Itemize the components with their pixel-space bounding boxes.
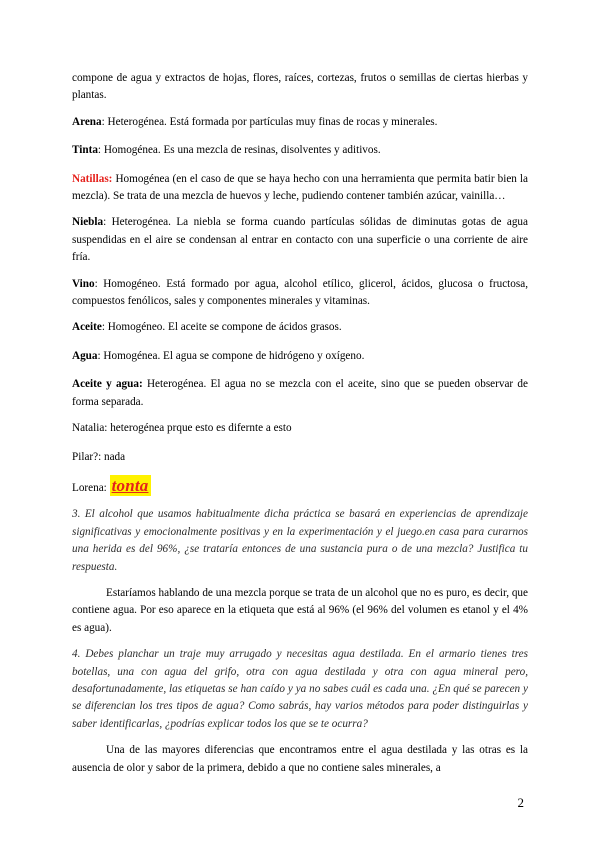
agua-text: : Homogénea. El agua se compone de hidrógeno y oxígeno. xyxy=(97,349,365,362)
vino-text: : Homogéneo. Está formado por agua, alcohol etílico, glicerol, ácidos, glucosa o fructosa, compuestos fenólicos, sales y componentes minerales y vitaminas. xyxy=(72,277,528,308)
answer-3: Estaríamos hablando de una mezcla porque se trata de un alcohol que no es puro, es decir, que contiene agua. Por eso aparece en la etiqueta que está al 96% (el 96% del volumen es etanol y el 4% es agua). xyxy=(72,586,528,634)
intro-paragraph: compone de agua y extractos de hojas, flores, raíces, cortezas, frutos o semillas de ciertas hierbas y plantas. xyxy=(72,72,528,102)
arena-paragraph xyxy=(72,114,528,131)
niebla-text: : Heterogénea. La niebla se forma cuando partículas sólidas de diminutas gotas de agua suspendidas en el aire se condensan al entrar en contacto con una superficie o una corriente de aire fría. xyxy=(72,216,528,264)
lorena-label: Lorena: xyxy=(72,481,110,494)
tinta-text: : Homogénea. Es una mezcla de resinas, disolventes y aditivos. xyxy=(97,144,381,157)
question-4: 4. Debes planchar un traje muy arrugado y necesitas agua destilada. En el armario tienes tres botellas, una con agua del grifo, otra con agua destilada y otra con agua mineral pero, desafortunadamente, las etiquetas se han caído y ya no sabes cuál es cada una. ¿En qué se parecen y se diferencian los tres tipos de agua? Como sabrás, hay varios métodos para poder distinguirlas y saber identificarlas, ¿podrías explicar todos los que se te ocurra? xyxy=(72,648,528,730)
aceite-agua-paragraph xyxy=(72,376,528,411)
question-3: 3. El alcohol que usamos habitualmente dicha práctica se basará en experiencias de aprendizaje significativas y emocionalmente positivas y en la experimentación y el juego.en casa para curarnos una herida es del 96%, ¿se trataría entonces de una sustancia pura o de una mezcla? Justifica tu respuesta. xyxy=(72,508,528,573)
page-number: 2 xyxy=(517,795,524,810)
tinta-term: Tinta xyxy=(72,144,98,157)
document-page xyxy=(72,70,528,786)
arena-text: : Heterogénea. Está formada por partículas muy finas de rocas y minerales. xyxy=(101,115,438,128)
aceite-agua-text: Heterogénea. El agua no se mezcla con el aceite, sino que se pueden observar de forma separada. xyxy=(72,378,528,408)
niebla-paragraph xyxy=(72,214,528,266)
answer-4: Una de las mayores diferencias que encontramos entre el agua destilada y las otras es la ausencia de olor y sabor de la primera, debido a que no contiene sales minerales, a xyxy=(72,744,528,774)
natillas-text: Homogénea (en el caso de que se haya hecho con una herramienta que permita batir bien la mezcla). Se trata de una mezcla de huevos y leche, pudiendo contener también azúcar, vainilla… xyxy=(72,172,528,203)
natalia-note: Natalia: heterogénea prque esto es difernte a esto xyxy=(72,422,292,435)
natillas-term: Natillas: xyxy=(72,172,113,185)
aceite-paragraph xyxy=(72,319,528,336)
aceite-text: : Homogéneo. El aceite se compone de ácidos grasos. xyxy=(101,321,342,334)
niebla-term: Niebla xyxy=(72,216,104,229)
arena-term: Arena xyxy=(72,115,102,128)
agua-term: Agua xyxy=(72,349,98,362)
pilar-note: Pilar?: nada xyxy=(72,450,126,463)
natillas-paragraph xyxy=(72,171,528,206)
lorena-note xyxy=(72,477,528,497)
vino-paragraph xyxy=(72,276,528,311)
highlighted-word: tonta xyxy=(111,475,149,495)
agua-paragraph xyxy=(72,348,528,365)
aceite-agua-term: Aceite y agua: xyxy=(72,378,143,391)
vino-term: Vino xyxy=(72,277,95,290)
tinta-paragraph xyxy=(72,142,528,159)
aceite-term: Aceite xyxy=(72,321,102,334)
